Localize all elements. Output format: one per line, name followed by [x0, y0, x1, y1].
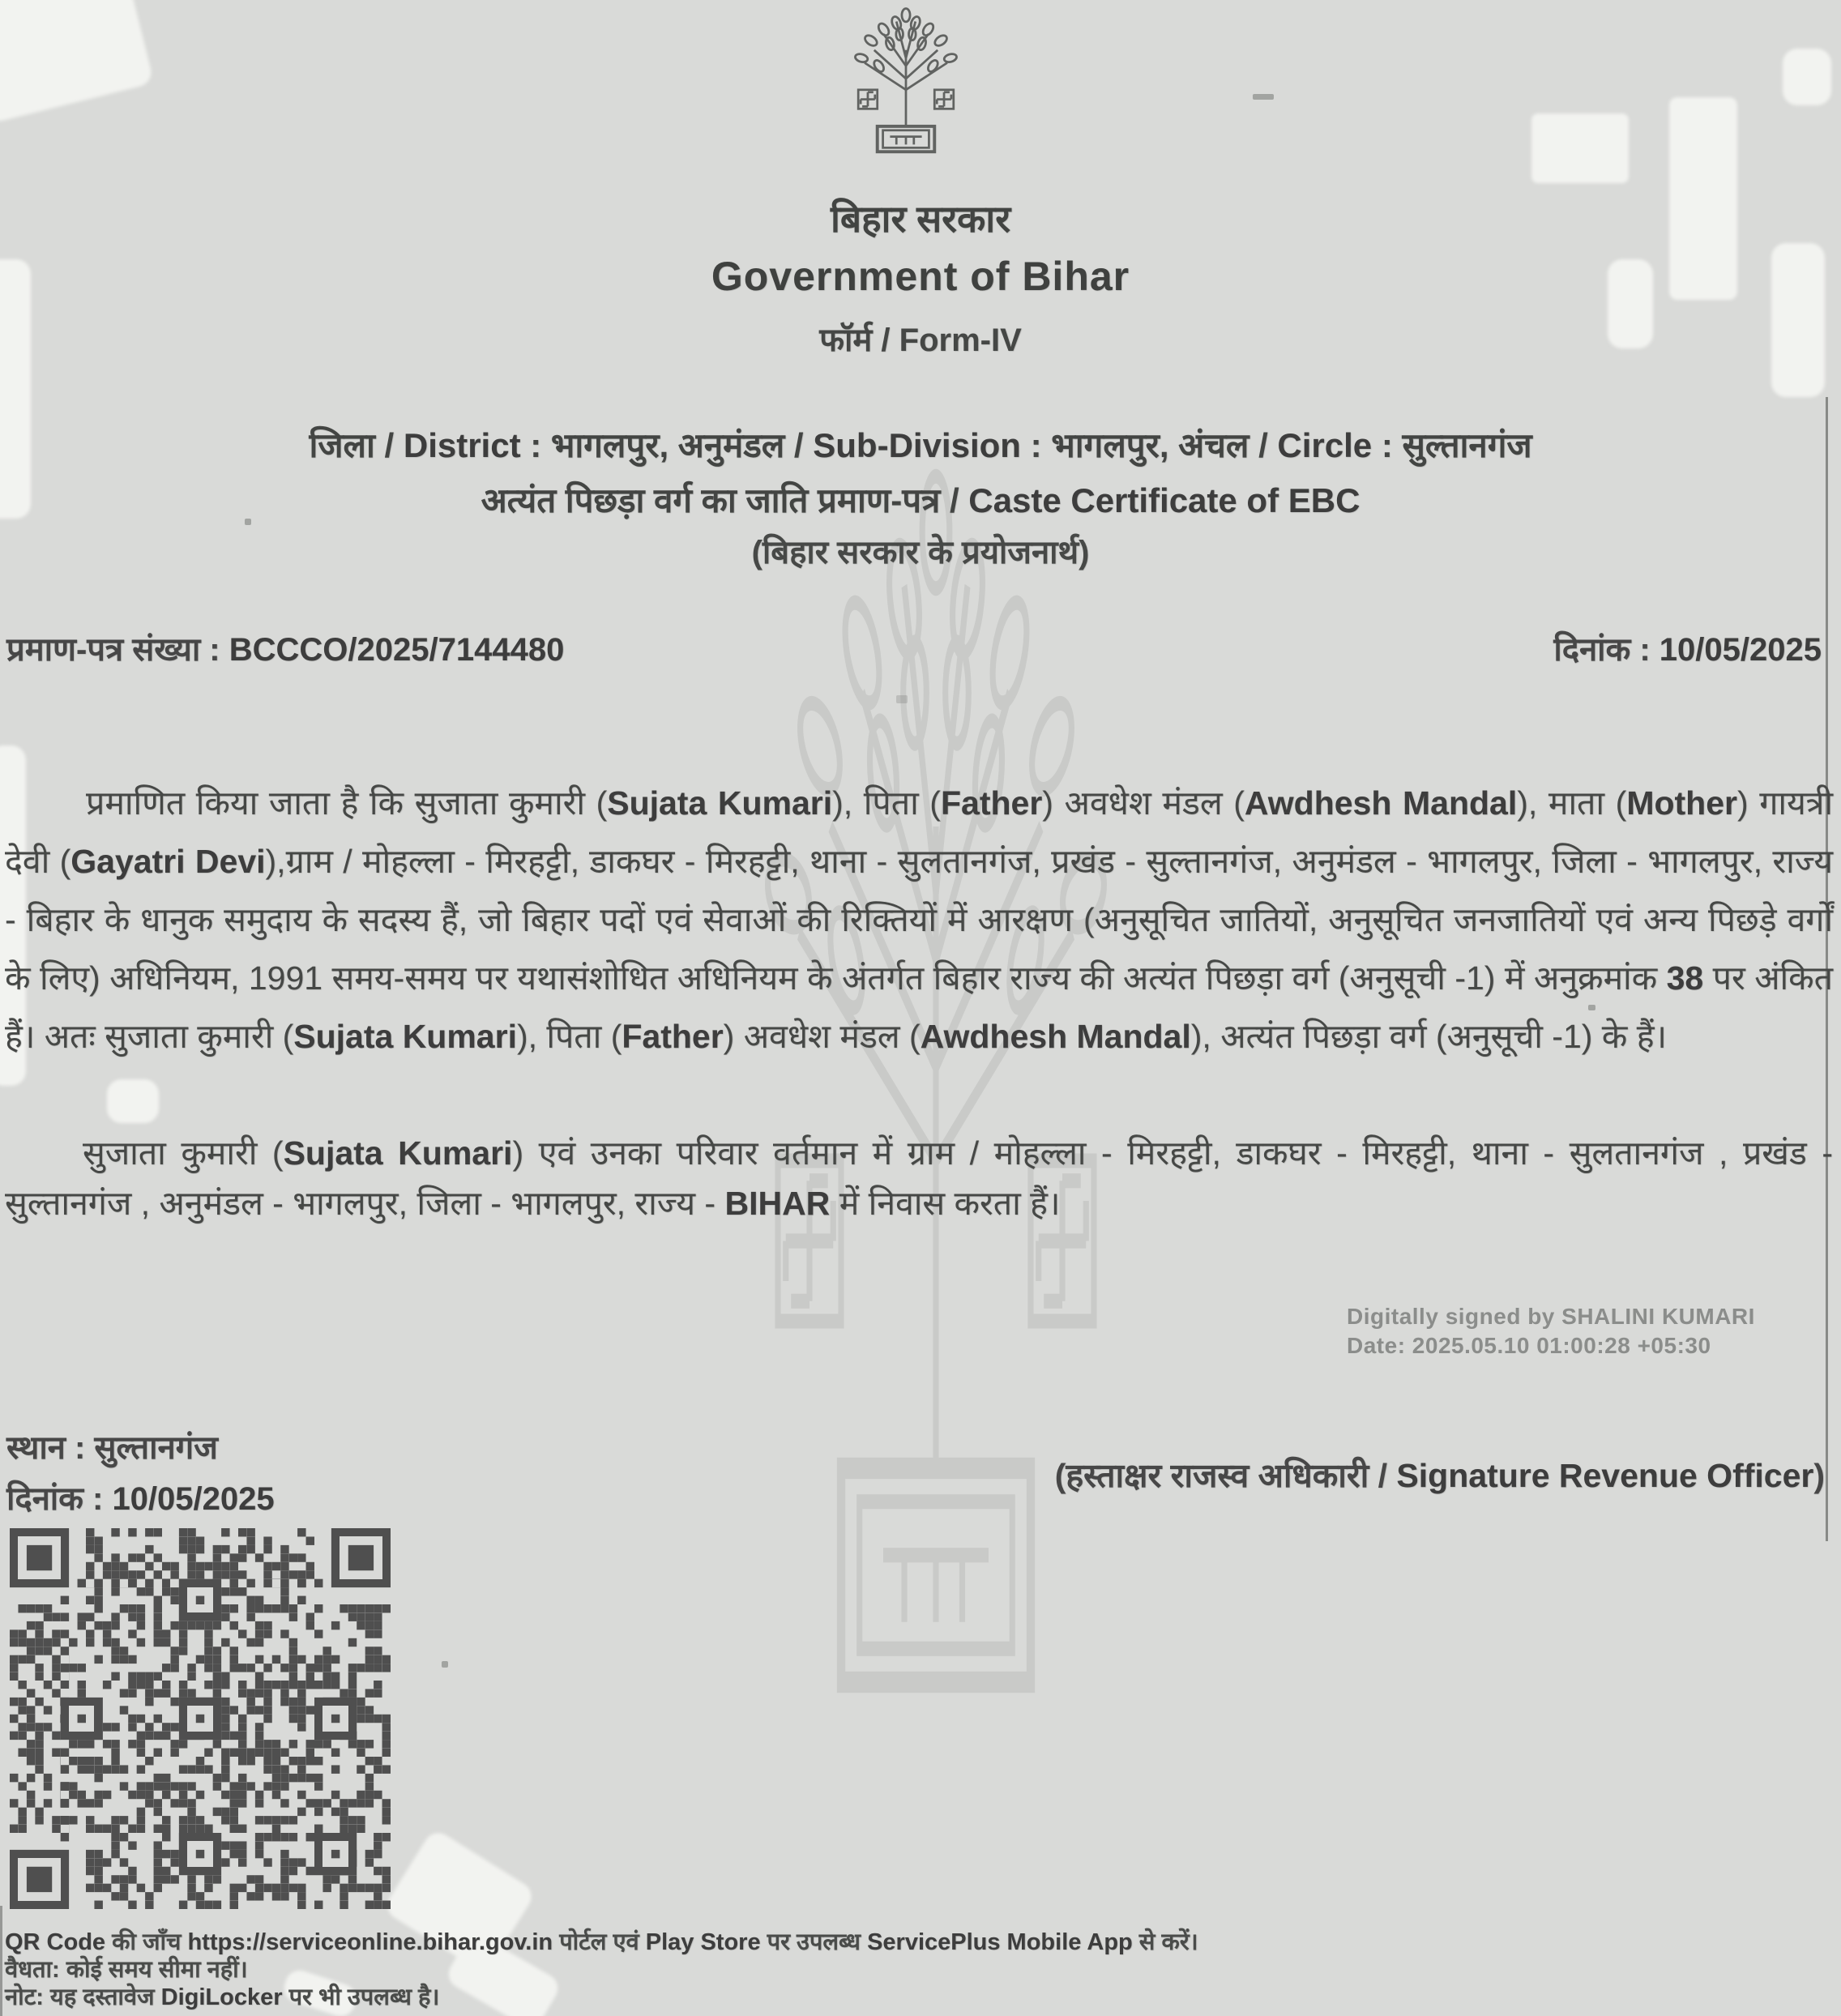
certificate-body-paragraph-1: प्रमाणित किया जाता है कि सुजाता कुमारी (Sujata Kumari), पिता (Father) अवधेश मंडल (Awdhesh Mandal), माता (Mother) गायत्री देवी (Gayatri Devi),ग्राम / मोहल्ला - मिरहट्टी, डाकघर - मिरहट्टी, थाना - सुलतानगंज, प्रखंड - सुल्तानगंज, अनुमंडल - भागलपुर, जिला - भागलपुर, राज्य - बिहार के धानुक समुदाय के सदस्य हैं, जो बिहार पदों एवं सेवाओं की रिक्तियों में आरक्षण (अनुसूचित जातियों, अनुसूचित जनजातियों एवं अन्य पिछड़े वर्गों के लिए) अधिनियम, 1991 समय-समय पर यथासंशोधित अधिनियम के अंतर्गत बिहार राज्य की अत्यंत पिछड़ा वर्ग (अनुसूची -1) में अनुक्रमांक 38 पर अंकित हैं। अतः सुजाता कुमारी (Sujata Kumari), पिता (Father) अवधेश मंडल (Awdhesh Mandal), अत्यंत पिछड़ा वर्ग (अनुसूची -1) के हैं। [5, 784, 1834, 1055]
scan-noise [1783, 49, 1831, 105]
digital-signature-date: Date: 2025.05.10 01:00:28 +05:30 [1347, 1333, 1711, 1358]
qr-code [10, 1528, 391, 1909]
scan-noise [1531, 113, 1629, 183]
title-hindi: बिहार सरकार [830, 198, 1011, 240]
place-line: स्थान : सुल्तानगंज [6, 1430, 218, 1466]
footer-validity-line: वैधता: कोई समय सीमा नहीं। [5, 1957, 248, 1983]
certificate-title-line: अत्यंत पिछड़ा वर्ग का जाति प्रमाण-पत्र / Caste Certificate of EBC [481, 481, 1360, 519]
page-edge-line-left [0, 1906, 2, 2016]
district-subdivision-circle-line: जिला / District : भागलपुर, अनुमंडल / Sub-Division : भागलपुर, अंचल / Circle : सुल्तानगंज [309, 426, 1532, 464]
certificate-meta-row [6, 626, 1822, 670]
digital-signature-block [1347, 1302, 1755, 1360]
form-number: फॉर्म / Form-IV [819, 322, 1022, 358]
digital-signature-signer: Digitally signed by SHALINI KUMARI [1347, 1304, 1755, 1329]
bihar-government-emblem-icon [827, 2, 985, 162]
purpose-line: (बिहार सरकार के प्रयोजनार्थ) [751, 535, 1090, 570]
certificate-body-paragraph-2: सुजाता कुमारी (Sujata Kumari) एवं उनका परिवार वर्तमान में ग्राम / मोहल्ला - मिरहट्टी, डाकघर - मिरहट्टी, थाना - सुलतानगंज , प्रखंड - सुल्तानगंज , अनुमंडल - भागलपुर, जिला - भागलपुर, राज्य - BIHAR में निवास करता हैं। [5, 1134, 1833, 1222]
scan-speck [1253, 94, 1274, 100]
title-english: Government of Bihar [711, 254, 1130, 299]
signature-revenue-officer-line: (हस्ताक्षर राजस्व अधिकारी / Signature Revenue Officer) [1054, 1457, 1825, 1494]
scan-speck [442, 1661, 448, 1668]
footer-digilocker-line: नोट: यह दस्तावेज DigiLocker पर भी उपलब्ध है। [5, 1984, 440, 2010]
certificate-number: प्रमाण-पत्र संख्या : BCCCO/2025/7144480 [6, 632, 565, 668]
issue-date: दिनांक : 10/05/2025 [1553, 632, 1822, 668]
scan-noise [0, 0, 154, 124]
date-line: दिनांक : 10/05/2025 [6, 1481, 275, 1517]
footer-notes [5, 1928, 1836, 2011]
footer-qr-check-line: QR Code की जाँच https://serviceonline.bihar.gov.in पोर्टल एवं Play Store पर उपलब्ध ServicePlus Mobile App से करें। [5, 1929, 1198, 1955]
scan-noise [107, 1079, 159, 1123]
